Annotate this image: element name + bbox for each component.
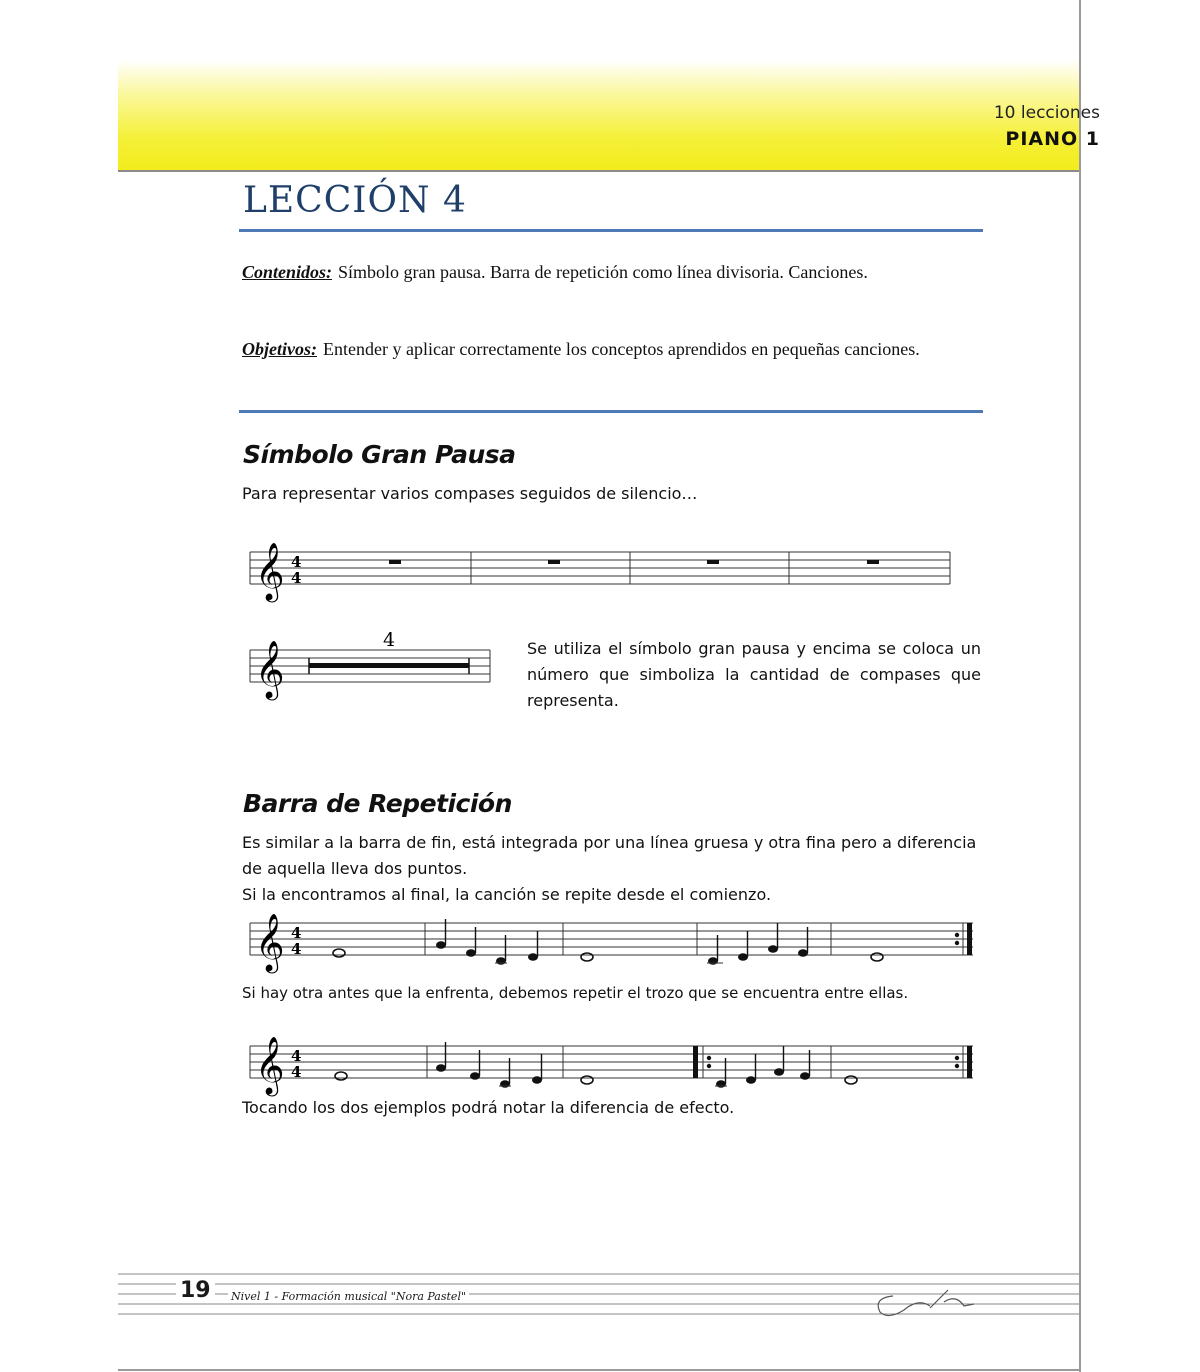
- header-subtitle: 10 lecciones: [993, 103, 1100, 123]
- page-number: 19: [176, 1278, 215, 1303]
- header-title: PIANO 1: [1005, 128, 1100, 150]
- treble-clef-icon: 𝄞: [255, 913, 285, 971]
- time-signature-bottom: 4: [291, 569, 302, 587]
- treble-clef-icon: 𝄞: [255, 542, 285, 600]
- time-signature-bottom: 4: [291, 940, 302, 958]
- staff-repeat-end: [245, 905, 975, 975]
- whole-rest: [389, 560, 401, 564]
- staff-repeat-section: [245, 1024, 975, 1094]
- whole-rest: [707, 560, 719, 564]
- page-bottom-edge: [118, 1369, 1079, 1371]
- barra-repeticion-final-note: Si la encontramos al final, la canción se repite desde el comienzo.: [242, 885, 772, 904]
- treble-clef-icon: 𝄞: [255, 640, 285, 698]
- section-title-barra-repeticion: Barra de Repetición: [243, 789, 512, 818]
- staff-multirest: [245, 626, 495, 696]
- multirest-count: 4: [383, 629, 396, 651]
- objectives-divider: [239, 410, 983, 413]
- lesson-title: LECCIÓN 4: [243, 180, 467, 221]
- objetivos-label: Objetivos:: [242, 339, 317, 359]
- time-signature-top: 4: [291, 1047, 302, 1065]
- whole-rest: [867, 560, 879, 564]
- gran-pausa-intro: Para representar varios compases seguidos de silencio…: [242, 484, 698, 503]
- staff-rests: [245, 536, 955, 602]
- contenidos-paragraph: [242, 259, 980, 285]
- time-signature-bottom: 4: [291, 1063, 302, 1081]
- barra-repeticion-description: Es similar a la barra de fin, está integrada por una línea gruesa y otra fina pero a diferencia de aquella lleva dos puntos.: [242, 833, 977, 878]
- contenidos-text: Símbolo gran pausa. Barra de repetición como línea divisoria. Canciones.: [338, 262, 868, 282]
- treble-clef-icon: 𝄞: [255, 1036, 285, 1094]
- time-signature-top: 4: [291, 553, 302, 571]
- time-signature-top: 4: [291, 924, 302, 942]
- gran-pausa-explanation: Se utiliza el símbolo gran pausa y encima se coloca un número que simboliza la cantidad de compases que representa.: [527, 639, 981, 710]
- barra-repeticion-between-note: Si hay otra antes que la enfrenta, debemos repetir el trozo que se encuentra entre ellas.: [242, 984, 909, 1002]
- header-band: [118, 60, 1079, 172]
- section-title-gran-pausa: Símbolo Gran Pausa: [243, 440, 516, 469]
- page-edge: [1079, 0, 1081, 1372]
- objetivos-text: Entender y aplicar correctamente los conceptos aprendidos en pequeñas canciones.: [322, 339, 920, 359]
- multirest-bar: [309, 663, 469, 668]
- objetivos-paragraph: [242, 336, 980, 362]
- footer-note: Nivel 1 - Formación musical "Nora Pastel": [228, 1290, 469, 1303]
- title-divider: [239, 229, 983, 232]
- contenidos-label: Contenidos:: [242, 262, 333, 282]
- barra-repeticion-closing-note: Tocando los dos ejemplos podrá notar la diferencia de efecto.: [242, 1098, 735, 1117]
- whole-rest: [548, 560, 560, 564]
